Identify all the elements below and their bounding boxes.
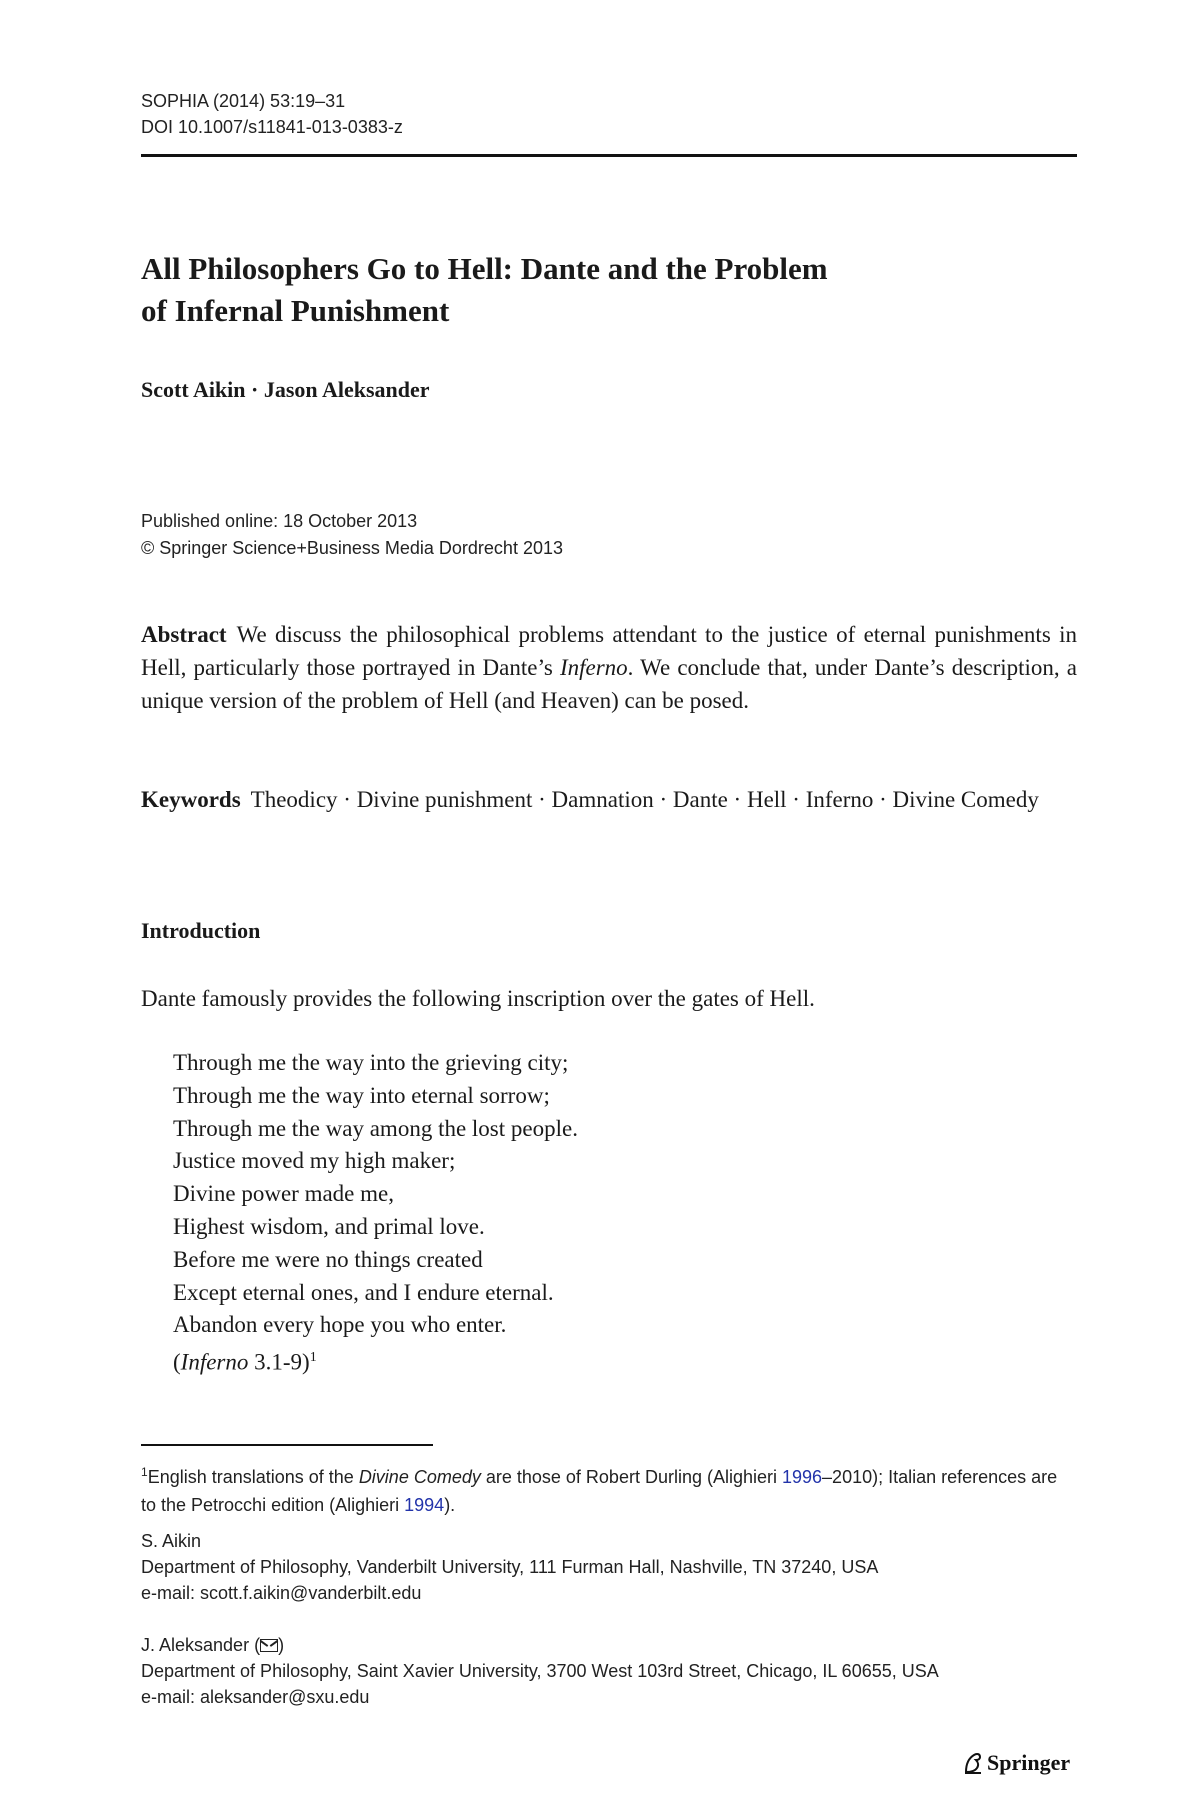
journal-citation: SOPHIA (2014) 53:19–31 [141,91,346,111]
affiliation-aikin [141,1528,878,1606]
title-line-1: All Philosophers Go to Hell: Dante and the Problem [141,251,828,286]
verse-line: Highest wisdom, and primal love. [173,1213,485,1239]
footnote-rule [141,1444,433,1446]
published-online: Published online: 18 October 2013 [141,511,418,531]
citation-italic: Inferno [180,1349,249,1375]
verse-line: Abandon every hope you who enter. [173,1312,507,1338]
footnote-mark: 1 [141,1465,148,1479]
springer-logo [963,1750,1070,1776]
intro-paragraph: Dante famously provides the following inscription over the gates of Hell. [141,986,815,1011]
citation-rest: 3.1-9) [248,1349,310,1375]
publication-info [141,508,563,562]
affiliation-name-close: ) [278,1635,285,1655]
footnote-text: ). [444,1495,456,1515]
citation-link-1994[interactable]: 1994 [404,1495,445,1515]
affiliation-aleksander [141,1632,939,1710]
verse-line: Through me the way into eternal sorrow; [173,1082,550,1108]
affiliation-email[interactable]: e-mail: scott.f.aikin@vanderbilt.edu [141,1583,422,1603]
abstract-text-2: . We conclude that, under Dante’s description, a unique version of the problem of Hell (and Heaven) can be posed. [141,655,1077,713]
keywords [141,783,1077,816]
header-rule [141,154,1077,157]
abstract-label: Abstract [141,622,227,647]
affiliation-department: Department of Philosophy, Vanderbilt University, 111 Furman Hall, Nashville, TN 37240, USA [141,1557,879,1577]
footnote-text: are those of Robert Durling (Alighieri [480,1467,782,1487]
verse-line: Before me were no things created [173,1246,483,1272]
springer-horse-icon [963,1752,983,1774]
verse-quotation [173,1047,578,1380]
affiliation-email[interactable]: e-mail: aleksander@sxu.edu [141,1687,370,1707]
abstract [141,618,1077,717]
verse-line: Justice moved my high maker; [173,1148,456,1174]
verse-line: Except eternal ones, and I endure eternal. [173,1279,554,1305]
keywords-label: Keywords [141,787,241,812]
affiliation-name-text: J. Aleksander ( [141,1635,261,1655]
footnote-ref[interactable]: 1 [309,1350,317,1366]
verse-citation [173,1342,578,1379]
envelope-icon [260,1639,278,1652]
doi: DOI 10.1007/s11841-013-0383-z [141,117,403,137]
footnote-text: –2010); Italian references are to the Petrocchi edition (Alighieri [141,1467,1058,1515]
citation-link-1996[interactable]: 1996 [782,1467,823,1487]
verse-line: Divine power made me, [173,1181,394,1207]
journal-header [141,88,403,140]
verse-line: Through me the way among the lost people. [173,1115,578,1141]
verse-line: Through me the way into the grieving city; [173,1050,569,1075]
section-heading-introduction: Introduction [141,918,261,943]
affiliation-name: S. Aikin [141,1531,202,1551]
title-line-2: of Infernal Punishment [141,293,450,328]
footnote-text: English translations of the [147,1467,359,1487]
affiliation-name [141,1632,939,1658]
abstract-italic: Inferno [559,655,628,680]
springer-logo-text: Springer [987,1750,1071,1775]
citation-open: ( [173,1349,181,1375]
abstract-text-1: We discuss the philosophical problems attendant to the justice of eternal punishments in Hell, particularly those portrayed in Dante’s [141,622,1077,680]
footnote-italic: Divine Comedy [358,1467,481,1487]
footnote [141,1458,1077,1519]
article-title [141,248,1041,332]
author-list: Scott Aikin · Jason Aleksander [141,377,430,402]
affiliation-department: Department of Philosophy, Saint Xavier University, 3700 West 103rd Street, Chicago, IL 60655, USA [141,1661,939,1681]
copyright: © Springer Science+Business Media Dordrecht 2013 [141,538,563,558]
keywords-text: Theodicy · Divine punishment · Damnation · Dante · Hell · Inferno · Divine Comedy [250,787,1039,812]
